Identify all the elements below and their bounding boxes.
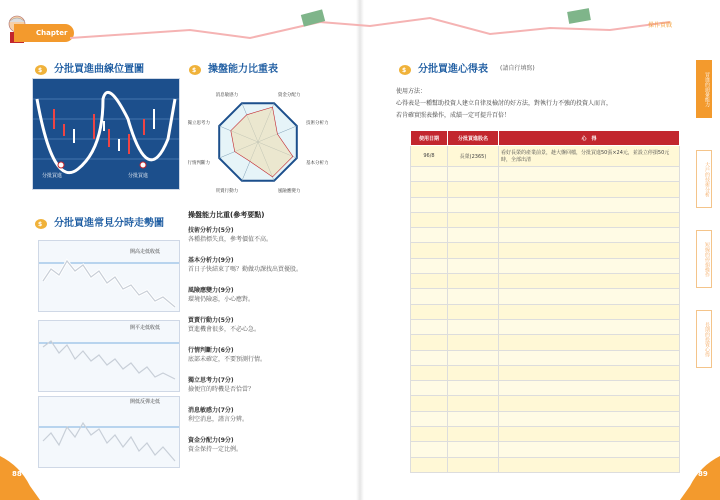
trend-label-2: 開平走低收低 bbox=[130, 325, 161, 331]
radar-chart bbox=[188, 80, 328, 204]
table-row bbox=[411, 289, 680, 304]
cell-date[interactable] bbox=[411, 212, 448, 227]
cell-stock[interactable] bbox=[448, 381, 499, 396]
ability-name: 行情判斷力(6分) bbox=[188, 347, 234, 354]
table-row bbox=[411, 442, 680, 457]
cell-stock[interactable] bbox=[448, 319, 499, 334]
cell-notes[interactable] bbox=[499, 396, 680, 411]
ability-name: 資金分配力(9分) bbox=[188, 437, 234, 444]
cell-stock[interactable] bbox=[448, 427, 499, 442]
ability-name: 消息敏感力(7分) bbox=[188, 407, 234, 414]
cell-notes[interactable] bbox=[499, 182, 680, 197]
ability-desc: 各種指標失真，參考價值不高。 bbox=[188, 236, 273, 243]
ability-item bbox=[188, 286, 254, 304]
cell-stock[interactable] bbox=[448, 304, 499, 319]
cell-date[interactable] bbox=[411, 457, 448, 472]
cell-date[interactable] bbox=[411, 243, 448, 258]
trend-label-1: 開高走低收低 bbox=[130, 249, 161, 255]
cell-stock[interactable] bbox=[448, 396, 499, 411]
page-corner-left bbox=[0, 456, 40, 500]
cell-notes[interactable] bbox=[499, 381, 680, 396]
table-row bbox=[411, 319, 680, 334]
cell-date[interactable] bbox=[411, 319, 448, 334]
header-notes: 心 得 bbox=[499, 131, 680, 146]
curve-label-2: 分批買進 bbox=[128, 173, 149, 179]
cell-stock[interactable] bbox=[448, 350, 499, 365]
ability-desc: 撿便宜的時機是否恰當？ bbox=[188, 386, 255, 393]
ability-desc: 底部未確定，不要預測行情。 bbox=[188, 356, 267, 363]
cell-stock[interactable] bbox=[448, 335, 499, 350]
cell-date[interactable] bbox=[411, 365, 448, 380]
cell-stock[interactable] bbox=[448, 289, 499, 304]
table-row bbox=[411, 274, 680, 289]
cell-notes[interactable] bbox=[499, 274, 680, 289]
cell-notes[interactable] bbox=[499, 350, 680, 365]
side-tab-2[interactable]: 大戶的技術分析 bbox=[696, 150, 712, 208]
cell-notes[interactable] bbox=[499, 212, 680, 227]
table-row bbox=[411, 365, 680, 380]
table-row bbox=[411, 335, 680, 350]
cell-date[interactable] bbox=[411, 381, 448, 396]
table-row bbox=[411, 258, 680, 273]
svg-text:$: $ bbox=[402, 66, 407, 74]
ability-item bbox=[188, 226, 272, 244]
svg-text:$: $ bbox=[38, 66, 43, 74]
radar-axis-label: 風險應變力 bbox=[277, 189, 301, 194]
radar-axis-label: 基本分析力 bbox=[306, 160, 328, 166]
cell-stock[interactable] bbox=[448, 258, 499, 273]
cell-date[interactable] bbox=[411, 289, 448, 304]
table-row bbox=[411, 396, 680, 411]
ability-name: 技術分析力(5分) bbox=[188, 227, 234, 234]
ability-desc: 首日子快結束了嗎？勤做功課找出買優股。 bbox=[188, 266, 303, 273]
page-number-right: 89 bbox=[698, 470, 708, 478]
table-row bbox=[411, 212, 680, 227]
usage-text-1: 心得表是一種幫助投資人建立自律及檢討的好方法，對執行力不強的投資人而言， bbox=[396, 100, 613, 107]
cell-date[interactable] bbox=[411, 197, 448, 212]
ability-name: 獨立思考力(7分) bbox=[188, 377, 234, 384]
chapter-tab: Chapter 3 bbox=[14, 24, 74, 42]
cell-notes[interactable] bbox=[499, 304, 680, 319]
table-row bbox=[411, 427, 680, 442]
coin-bag-icon bbox=[398, 61, 414, 75]
radar-title-text: 操盤能力比重表 bbox=[208, 64, 278, 75]
cell-stock[interactable] bbox=[448, 457, 499, 472]
radar-axis-label: 行情判斷力 bbox=[188, 160, 210, 166]
cell-notes[interactable] bbox=[499, 243, 680, 258]
ability-item bbox=[188, 436, 242, 454]
table-row bbox=[411, 146, 680, 167]
svg-text:$: $ bbox=[192, 66, 197, 74]
ability-name: 風險應變力(9分) bbox=[188, 287, 234, 294]
header-trend-decoration bbox=[70, 8, 690, 48]
cell-stock[interactable]: 長榮(2365) bbox=[448, 146, 499, 167]
cell-notes[interactable] bbox=[499, 457, 680, 472]
table-row bbox=[411, 243, 680, 258]
cell-notes[interactable] bbox=[499, 319, 680, 334]
radar-axis-label: 技術分析力 bbox=[306, 121, 328, 127]
trend-chart-3 bbox=[38, 396, 180, 468]
cell-stock[interactable] bbox=[448, 167, 499, 182]
cell-notes[interactable] bbox=[499, 365, 680, 380]
cell-notes[interactable] bbox=[499, 427, 680, 442]
ability-desc: 資金保持一定比例。 bbox=[188, 446, 243, 453]
svg-text:$: $ bbox=[38, 220, 43, 228]
cell-stock[interactable] bbox=[448, 243, 499, 258]
cell-notes[interactable] bbox=[499, 411, 680, 426]
book-gutter bbox=[356, 0, 364, 500]
trend-label-3: 開低反彈走低 bbox=[130, 399, 161, 405]
cell-notes[interactable] bbox=[499, 228, 680, 243]
coin-bag-icon bbox=[34, 61, 50, 75]
notes-table bbox=[410, 130, 680, 473]
radar-axis-label: 消息敏感力 bbox=[215, 93, 239, 98]
section2-title bbox=[34, 214, 164, 229]
ability-heading: 操盤能力比重(參考要點) bbox=[188, 211, 265, 219]
table-row bbox=[411, 411, 680, 426]
cell-date[interactable] bbox=[411, 350, 448, 365]
usage-label: 使用方法： bbox=[396, 88, 427, 95]
ability-item bbox=[188, 346, 266, 364]
ability-name: 買賣行動力(5分) bbox=[188, 317, 234, 324]
side-tab-1[interactable]: 冒進的頭暈能力 bbox=[696, 60, 712, 118]
header-date: 使用日期 bbox=[411, 131, 448, 146]
cell-date[interactable] bbox=[411, 411, 448, 426]
section1-title-text: 分批買進曲線位置圖 bbox=[54, 64, 144, 75]
cell-date[interactable] bbox=[411, 442, 448, 457]
coin-bag-icon bbox=[34, 215, 50, 229]
cell-date[interactable] bbox=[411, 167, 448, 182]
radar-axis-label: 資金分配力 bbox=[277, 93, 301, 98]
table-row bbox=[411, 182, 680, 197]
cell-stock[interactable] bbox=[448, 182, 499, 197]
ability-item bbox=[188, 406, 248, 424]
ability-desc: 環境仍險惡，小心應對。 bbox=[188, 296, 255, 303]
table-row bbox=[411, 228, 680, 243]
page-corner-right bbox=[680, 456, 720, 500]
section1-title bbox=[34, 60, 144, 75]
right-section-note: (請自行填寫) bbox=[500, 65, 535, 72]
cell-date[interactable] bbox=[411, 258, 448, 273]
curve-label-1: 分批買進 bbox=[42, 173, 63, 179]
cell-stock[interactable] bbox=[448, 411, 499, 426]
cell-date[interactable] bbox=[411, 182, 448, 197]
usage-text-2: 若肯確實照表操作，成績一定可提升百倍！ bbox=[396, 112, 511, 119]
table-row bbox=[411, 457, 680, 472]
ability-item bbox=[188, 376, 254, 394]
cell-date[interactable] bbox=[411, 304, 448, 319]
page-number-left: 88 bbox=[12, 470, 22, 478]
cell-notes[interactable] bbox=[499, 167, 680, 182]
radar-axis-label: 買賣行動力 bbox=[215, 189, 239, 194]
cell-notes[interactable] bbox=[499, 442, 680, 457]
right-section-title bbox=[398, 60, 535, 75]
cell-notes[interactable] bbox=[499, 197, 680, 212]
right-section-title-text: 分批買進心得表 bbox=[418, 64, 488, 75]
cell-date[interactable]: 96/8 bbox=[411, 146, 448, 167]
table-row bbox=[411, 197, 680, 212]
cell-notes[interactable] bbox=[499, 289, 680, 304]
cell-stock[interactable] bbox=[448, 197, 499, 212]
ability-name: 基本分析力(9分) bbox=[188, 257, 234, 264]
cell-notes[interactable] bbox=[499, 258, 680, 273]
table-row bbox=[411, 350, 680, 365]
side-tab-4[interactable]: 長期的投資心得 bbox=[696, 310, 712, 368]
section2-title-text: 分批買進常見分時走勢圖 bbox=[54, 218, 164, 229]
table-row bbox=[411, 304, 680, 319]
radar-title bbox=[188, 60, 278, 75]
cell-date[interactable] bbox=[411, 228, 448, 243]
cell-notes[interactable] bbox=[499, 335, 680, 350]
cell-date[interactable] bbox=[411, 396, 448, 411]
cell-stock[interactable] bbox=[448, 228, 499, 243]
table-row bbox=[411, 381, 680, 396]
header-stock: 分批買進股名 bbox=[448, 131, 499, 146]
cell-notes[interactable]: 看好長榮的產業前景，趁大盤回檔，分批買進50張×24元，並設立停損50元時，全部出清 bbox=[499, 146, 680, 167]
table-row bbox=[411, 167, 680, 182]
cell-stock[interactable] bbox=[448, 442, 499, 457]
cell-stock[interactable] bbox=[448, 365, 499, 380]
ability-desc: 買進機會很多，不必心急。 bbox=[188, 326, 261, 333]
ability-item bbox=[188, 316, 260, 334]
side-tab-3[interactable]: 短線的停損操作 bbox=[696, 230, 712, 288]
cell-stock[interactable] bbox=[448, 212, 499, 227]
radar-axis-label: 獨立思考力 bbox=[188, 121, 210, 127]
header-crumb: 操作實戰 bbox=[648, 22, 673, 29]
cell-date[interactable] bbox=[411, 335, 448, 350]
cell-date[interactable] bbox=[411, 427, 448, 442]
cell-stock[interactable] bbox=[448, 274, 499, 289]
ability-item bbox=[188, 256, 302, 274]
coin-bag-icon bbox=[188, 61, 204, 75]
ability-desc: 利空消息，謹言分辨。 bbox=[188, 416, 249, 423]
cell-date[interactable] bbox=[411, 274, 448, 289]
